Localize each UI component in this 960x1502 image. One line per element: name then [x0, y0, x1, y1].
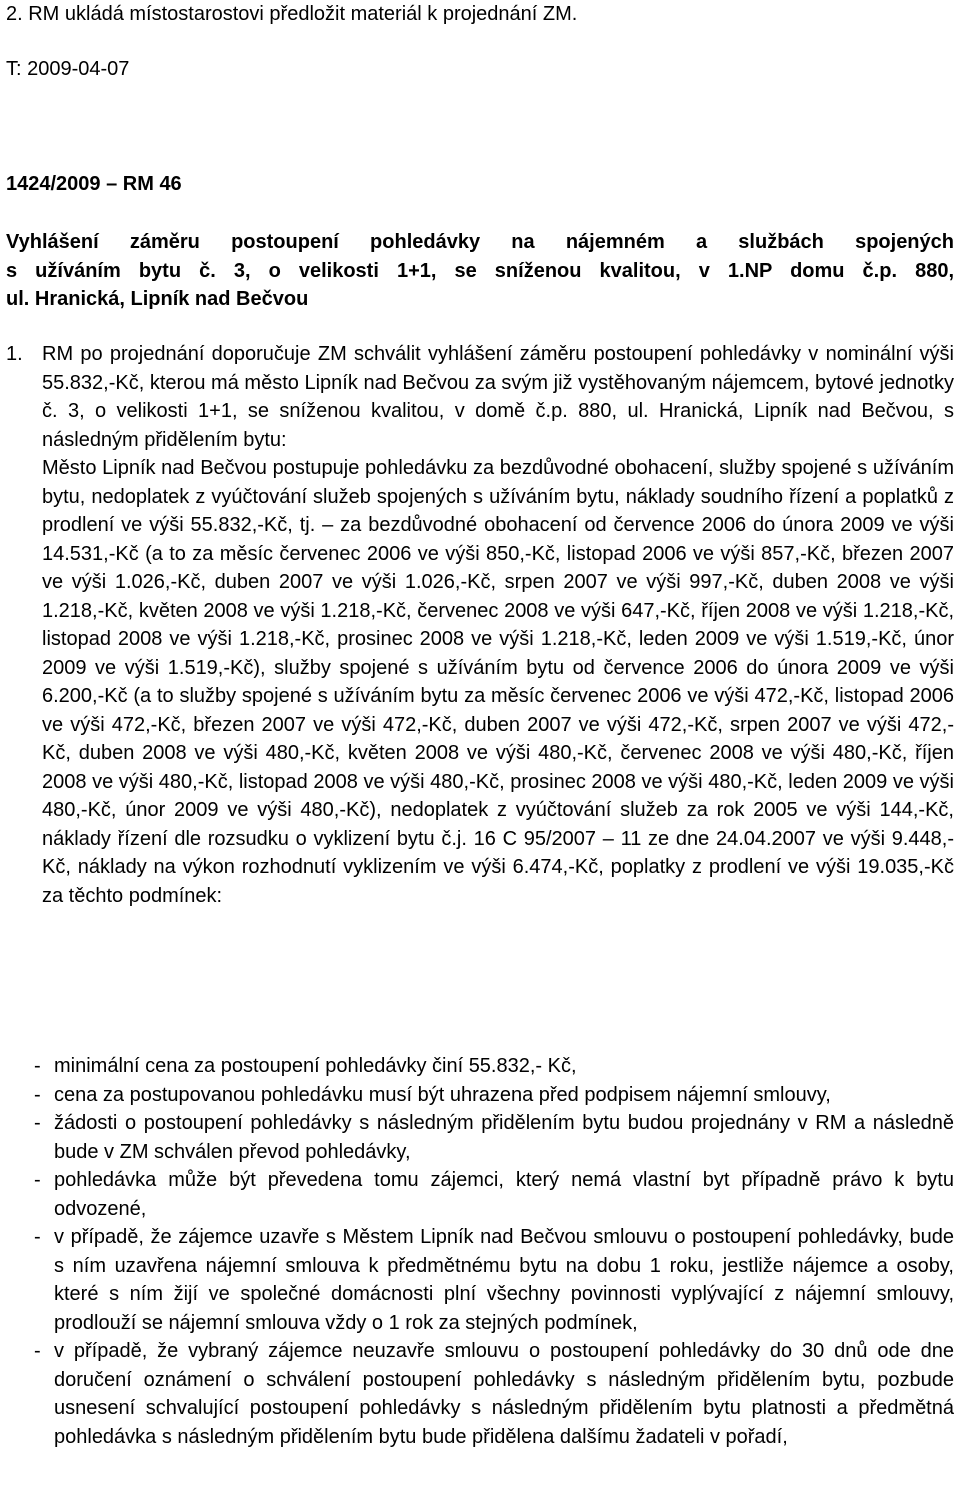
- condition-item: [34, 1337, 954, 1451]
- dash-bullet: -: [34, 1226, 41, 1248]
- resolution-point: [6, 340, 954, 910]
- dash-bullet: -: [34, 1169, 41, 1191]
- condition-text: v případě, že vybraný zájemce neuzavře smlouvu o postoupení pohledávky do 30 dnů ode dne doručení oznámení o schválení postoupení pohledávky s následným přidělením bytu, pozbude usnesení schvalující postoupení pohledávky s následným přidělením bytu platnosti a předmětná pohledávka s následným přidělením bytu bude přidělena dalšímu žadateli v pořadí,: [54, 1340, 954, 1448]
- condition-item: [34, 1052, 954, 1081]
- condition-text: žádosti o postoupení pohledávky s následným přidělením bytu budou projednány v RM a následně bude v ZM schválen převod pohledávky,: [54, 1112, 954, 1163]
- deadline: T: 2009-04-07: [6, 58, 130, 80]
- resolution-title: [6, 228, 954, 314]
- previous-resolution-item: 2. RM ukládá místostarostovi předložit materiál k projednání ZM.: [6, 3, 578, 25]
- condition-item: [34, 1109, 954, 1166]
- condition-text: minimální cena za postoupení pohledávky činí 55.832,- Kč,: [54, 1055, 577, 1077]
- condition-text: pohledávka může být převedena tomu zájemci, který nemá vlastní byt případně právo k bytu odvozené,: [54, 1169, 954, 1220]
- condition-text: cena za postupovanou pohledávku musí být uhrazena před podpisem nájemní smlouvy,: [54, 1083, 831, 1106]
- condition-item: [34, 1223, 954, 1337]
- resolution-number: 1424/2009 – RM 46: [6, 173, 182, 195]
- point-intro: RM po projednání doporučuje ZM schválit vyhlášení záměru postoupení pohledávky v nominální výši 55.832,-Kč, kterou má město Lipník nad Bečvou za svým již vystěhovaným nájemcem, bytové jednotky č. 3, o velikosti 1+1, se sníženou kvalitou, v domě č.p. 880, ul. Hranická, Lipník nad Bečvou, s následným přidělením bytu:: [42, 343, 954, 451]
- point-number: 1.: [6, 343, 23, 365]
- title-line: Vyhlášení záměru postoupení pohledávky na nájemném a službách spojených: [6, 231, 954, 253]
- conditions-list: [34, 1052, 954, 1451]
- condition-item: [34, 1081, 954, 1110]
- point-body: [42, 340, 954, 910]
- dash-bullet: -: [34, 1055, 41, 1077]
- title-line: ul. Hranická, Lipník nad Bečvou: [6, 288, 309, 310]
- dash-bullet: -: [34, 1112, 41, 1134]
- dash-bullet: -: [34, 1083, 41, 1106]
- dash-bullet: -: [34, 1340, 41, 1362]
- point-details: Město Lipník nad Bečvou postupuje pohledávku za bezdůvodné obohacení, služby spojené s užíváním bytu, nedoplatek z vyúčtování služeb spojených s užíváním bytu, náklady soudního řízení a poplatků z prodlení ve výši 55.832,-Kč, tj. – za bezdůvodné obohacení od července 2006 do února 2009 ve výši 14.531,-Kč (a to za měsíc červenec 2006 ve výši 850,-Kč, listopad 2006 ve výši 857,-Kč, březen 2007 ve výši 1.026,-Kč, duben 2007 ve výši 1.026,-Kč, srpen 2007 ve výši 997,-Kč, duben 2008 ve výši 1.218,-Kč, květen 2008 ve výši 1.218,-Kč, červenec 2008 ve výši 647,-Kč, říjen 2008 ve výši 1.218,-Kč, listopad 2008 ve výši 1.218,-Kč, prosinec 2008 ve výši 1.218,-Kč, leden 2009 ve výši 1.519,-Kč, únor 2009 ve výši 1.519,-Kč), služby spojené s užíváním bytu od července 2006 do února 2009 ve výši 6.200,-Kč (a to služby spojené s užíváním bytu za měsíc červenec 2006 ve výši 472,-Kč, listopad 2006 ve výši 472,-Kč, březen 2007 ve výši 472,-Kč, duben 2007 ve výši 472,-Kč, srpen 2007 ve výši 472,-Kč, duben 2008 ve výši 480,-Kč, květen 2008 ve výši 480,-Kč, červenec 2008 ve výši 480,-Kč, říjen 2008 ve výši 480,-Kč, listopad 2008 ve výši 480,-Kč, prosinec 2008 ve výši 480,-Kč, leden 2009 ve výši 480,-Kč, únor 2009 ve výši 480,-Kč), nedoplatek z vyúčtování služeb za rok 2005 ve výši 144,-Kč, náklady řízení dle rozsudku o vyklizení bytu č.j. 16 C 95/2007 – 11 ze dne 24.04.2007 ve výši 9.448,-Kč, náklady na výkon rozhodnutí vyklizením ve výši 6.474,-Kč, poplatky z prodlení ve výši 19.035,-Kč za těchto podmínek:: [42, 457, 954, 907]
- condition-item: [34, 1166, 954, 1223]
- condition-text: v případě, že zájemce uzavře s Městem Lipník nad Bečvou smlouvu o postoupení pohledávky, bude s ním uzavřena nájemní smlouva k předmětnému bytu na dobu 1 roku, jestliže nájemce a osoby, které s ním žijí ve společné domácnosti plní všechny povinnosti vyplývající z nájemní smlouvy, prodlouží se nájemní smlouva vždy o 1 rok za stejných podmínek,: [54, 1226, 954, 1334]
- title-line: s užíváním bytu č. 3, o velikosti 1+1, se sníženou kvalitou, v 1.NP domu č.p. 880,: [6, 259, 954, 282]
